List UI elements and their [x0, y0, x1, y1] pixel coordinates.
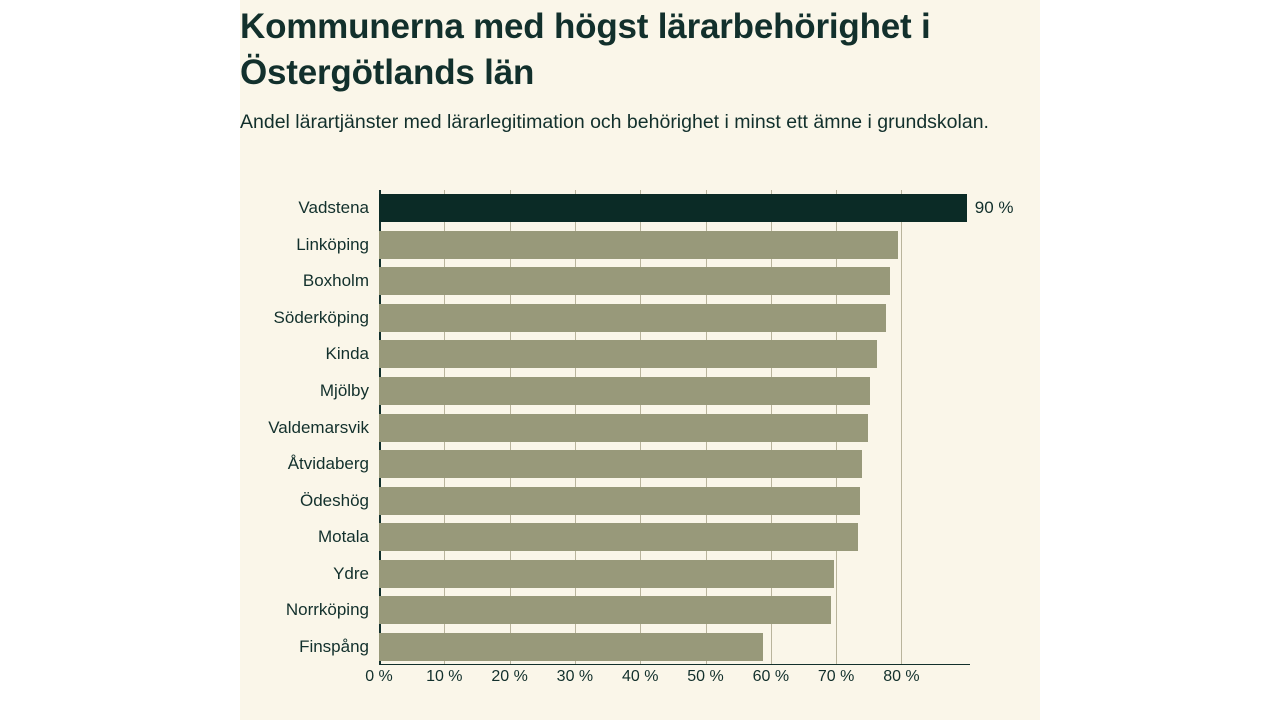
chart-title: Kommunerna med högst lärarbehörighet i Östergötlands län: [240, 7, 931, 93]
bar-value-label: 90 %: [974, 198, 1014, 218]
bar: [379, 596, 831, 624]
x-tick-label: 20 %: [491, 668, 528, 685]
chart-subtitle: Andel lärartjänster med lärarlegitimation och behörighet i minst ett ämne i grundskolan.: [240, 111, 989, 133]
category-label: Vadstena: [298, 198, 369, 218]
x-axis-tick-labels: [365, 668, 970, 692]
category-label: Åtvidaberg: [287, 454, 369, 474]
x-axis-line: [379, 664, 970, 666]
category-label: Ödeshög: [300, 490, 369, 510]
category-label: Söderköping: [273, 307, 369, 327]
bar: [379, 304, 886, 332]
bar-row: [317, 523, 970, 551]
category-label: Kinda: [325, 344, 369, 364]
bar: [379, 340, 877, 368]
x-tick-label: 80 %: [883, 668, 920, 685]
bar-row: [333, 560, 970, 588]
category-label: Ydre: [333, 563, 369, 583]
x-tick-label: 30 %: [556, 668, 594, 685]
bar-row: [300, 487, 970, 515]
bar: [379, 267, 890, 295]
bar: [379, 194, 967, 222]
category-label: Motala: [317, 527, 369, 547]
category-label: Linköping: [296, 234, 369, 254]
bar-row: [299, 633, 970, 661]
bar: [379, 487, 860, 515]
category-label: Mjölby: [319, 380, 369, 400]
bar-row: [273, 304, 970, 332]
category-label: Boxholm: [302, 271, 369, 291]
x-tick-label: 0 %: [365, 668, 393, 685]
bar: [379, 560, 834, 588]
bar-row: [287, 450, 970, 478]
bar-row: [296, 231, 970, 259]
chart-figure: [240, 0, 1040, 720]
category-label: Finspång: [299, 636, 369, 656]
x-tick-label: 50 %: [687, 668, 724, 685]
plot-area: [268, 190, 1014, 665]
bar-rows: [268, 190, 1014, 665]
bar-row: [325, 340, 970, 368]
category-label: Norrköping: [285, 600, 369, 620]
bar-row: [302, 267, 970, 295]
bar: [379, 523, 858, 551]
bar-row: [298, 194, 1014, 222]
bar: [379, 450, 862, 478]
bar-row: [285, 596, 970, 624]
bar: [379, 414, 868, 442]
bar: [379, 377, 870, 405]
category-label: Valdemarsvik: [268, 417, 369, 437]
bar-row: [268, 414, 970, 442]
x-tick-label: 70 %: [817, 668, 855, 685]
x-tick-label: 60 %: [752, 668, 790, 685]
x-tick-label: 10 %: [426, 668, 463, 685]
bar: [379, 231, 898, 259]
x-tick-label: 40 %: [621, 668, 659, 685]
bar-row: [319, 377, 970, 405]
bar: [379, 633, 763, 661]
